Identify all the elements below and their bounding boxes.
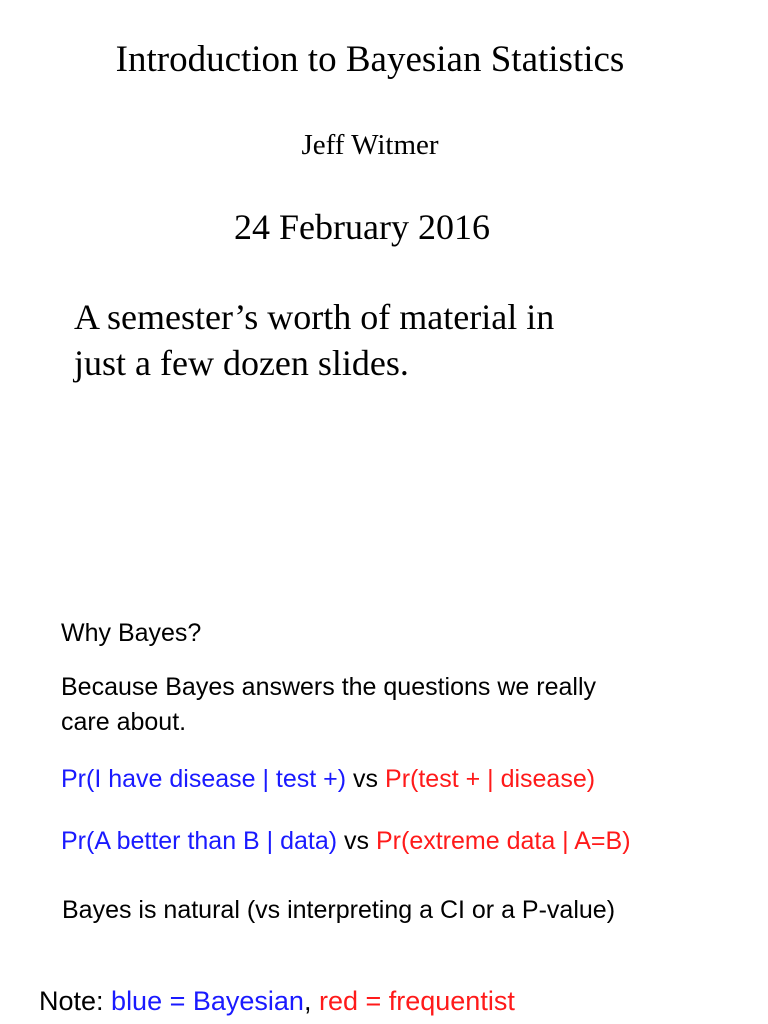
legend-bayesian: blue = Bayesian	[111, 986, 304, 1016]
because-line-2: care about.	[61, 708, 187, 736]
presentation-date: 24 February 2016	[234, 207, 490, 247]
vs-text: vs	[346, 765, 386, 793]
color-legend-note	[39, 986, 515, 1017]
note-prefix: Note:	[39, 986, 112, 1016]
comparison-ab-test	[61, 827, 631, 856]
legend-frequentist: red = frequentist	[318, 986, 515, 1016]
author-name: Jeff Witmer	[301, 129, 439, 161]
bayesian-probability: Pr(I have disease | test +)	[61, 765, 347, 793]
comparison-disease	[61, 765, 595, 794]
slide-heading: Why Bayes?	[61, 619, 202, 647]
because-line-1: Because Bayes answers the questions we really	[61, 673, 597, 701]
legend-separator: ,	[303, 986, 319, 1016]
slide-title: Introduction to Bayesian Statistics	[115, 39, 625, 80]
vs-text: vs	[337, 827, 376, 855]
tagline-line-1: A semester’s worth of material in	[74, 297, 555, 337]
bayes-natural-statement: Bayes is natural (vs interpreting a CI or a P-value)	[62, 896, 616, 924]
bayesian-probability: Pr(A better than B | data)	[61, 827, 338, 855]
tagline-line-2: just a few dozen slides.	[74, 343, 409, 383]
frequentist-probability: Pr(extreme data | A=B)	[376, 827, 631, 855]
frequentist-probability: Pr(test + | disease)	[385, 765, 596, 793]
